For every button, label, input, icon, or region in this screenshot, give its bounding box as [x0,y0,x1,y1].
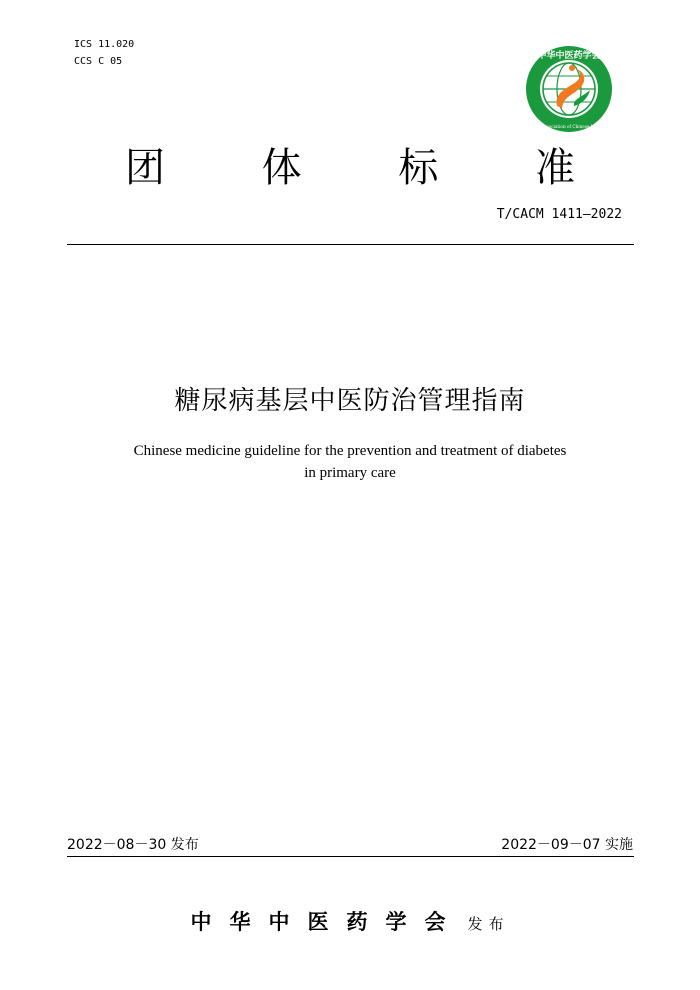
header-divider [67,244,634,245]
title-english [100,440,600,484]
logo-cn-text: 中华中医药学会 [537,51,601,61]
publisher-suffix: 发布 [467,915,510,933]
classification-codes [74,36,134,70]
standard-number: T/CACM 1411—2022 [496,207,622,222]
document-type-char: 准 [534,144,575,191]
publisher-name: 中华中医药学会 [190,909,464,934]
footer-divider [67,856,634,857]
title-english-line: in primary care [304,465,396,481]
issue-date: 2022－08－30 发布 [67,837,199,853]
title-english-line: Chinese medicine guideline for the prevention and treatment of diabetes [133,443,567,459]
title-chinese: 糖尿病基层中医防治管理指南 [174,386,526,416]
logo-en-text: China Association of Chinese Medicine [527,124,611,129]
implementation-date: 2022－09－07 实施 [501,837,633,853]
association-logo [524,44,614,134]
publisher [0,906,700,936]
document-type-char: 团 [125,144,165,191]
document-type-char: 体 [261,144,302,191]
document-type-char: 标 [398,144,439,191]
document-type [100,136,600,192]
ics-code: ICS 11.020 [74,39,135,50]
ccs-code: CCS C 05 [74,56,123,67]
